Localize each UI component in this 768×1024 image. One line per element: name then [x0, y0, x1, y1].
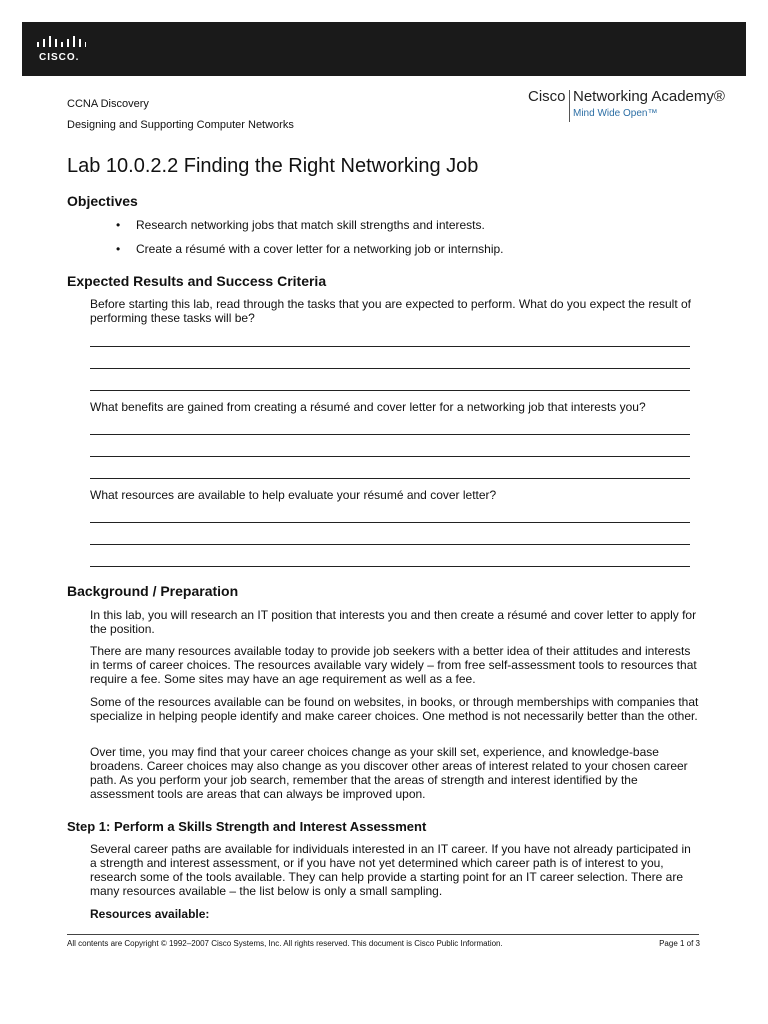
- networking-academy-logo: [528, 88, 743, 124]
- background-paragraph: Over time, you may find that your career choices change as your skill set, experience, and knowledge-base broadens. Career choices may also change as you discover other areas of interest related to your chosen career path. As you perform your job search, remember that the areas of strength and interest identified by the assessment tools are areas that can always be improved upon.: [90, 745, 688, 801]
- answer-line[interactable]: [90, 346, 690, 347]
- na-name: Networking Academy®: [573, 88, 725, 105]
- answer-line[interactable]: [90, 456, 690, 457]
- question-1: Before starting this lab, read through the tasks that you are expected to perform. What do you expect the result of performing these tasks will be?: [90, 297, 692, 325]
- resources-label: Resources available:: [90, 907, 210, 921]
- background-paragraph: There are many resources available today to provide job seekers with a better idea of their attitudes and interests in terms of career choices. The resources available vary widely – from free self-assessment tools to resources that require a fee. Some sites may have an age requirement as well as a fee.: [90, 644, 697, 686]
- top-banner: [22, 22, 746, 76]
- course-name: CCNA Discovery: [67, 98, 149, 110]
- lab-title: Lab 10.0.2.2 Finding the Right Networking Job: [67, 155, 479, 177]
- answer-line[interactable]: [90, 544, 690, 545]
- objective-item: Research networking jobs that match skill strengths and interests.: [136, 218, 485, 232]
- answer-line[interactable]: [90, 522, 690, 523]
- objectives-heading: Objectives: [67, 193, 138, 209]
- footer-copyright: All contents are Copyright © 1992–2007 Cisco Systems, Inc. All rights reserved. This document is Cisco Public Information.: [67, 939, 503, 948]
- question-2: What benefits are gained from creating a résumé and cover letter for a networking job that interests you?: [90, 400, 646, 414]
- cisco-wordmark: CISCO.: [39, 52, 80, 63]
- answer-line[interactable]: [90, 368, 690, 369]
- step1-paragraph: Several career paths are available for individuals interested in an IT career. If you have not already participated in a strength and interest assessment, or if you have not yet determined which career path is of interest to you, research some of the tools available. They can help provide a starting point for an IT career selection. There are many resources available – the list below is only a small sampling.: [90, 842, 691, 898]
- na-divider: [569, 90, 570, 122]
- bullet-icon: •: [116, 242, 121, 256]
- answer-line[interactable]: [90, 478, 690, 479]
- background-paragraph: In this lab, you will research an IT position that interests you and then create a résumé and cover letter to apply for the position.: [90, 608, 697, 636]
- expected-results-heading: Expected Results and Success Criteria: [67, 273, 327, 289]
- na-cisco-word: Cisco: [528, 88, 566, 105]
- course-subtitle: Designing and Supporting Computer Networks: [67, 119, 294, 131]
- bullet-icon: •: [116, 218, 121, 232]
- background-paragraph: Some of the resources available can be found on websites, in books, or through memberships with companies that specialize in helping people identify and make career choices. One method is not necessarily better than the other.: [90, 695, 699, 723]
- page-number: Page 1 of 3: [659, 939, 700, 948]
- objective-item: Create a résumé with a cover letter for a networking job or internship.: [136, 242, 504, 256]
- footer-rule: [67, 934, 699, 935]
- cisco-bars-icon: [36, 35, 86, 51]
- background-heading: Background / Preparation: [67, 583, 239, 599]
- answer-line[interactable]: [90, 566, 690, 567]
- question-3: What resources are available to help evaluate your résumé and cover letter?: [90, 488, 497, 502]
- answer-line[interactable]: [90, 434, 690, 435]
- answer-line[interactable]: [90, 390, 690, 391]
- cisco-logo: [36, 35, 96, 65]
- step1-heading: Step 1: Perform a Skills Strength and Interest Assessment: [67, 819, 427, 834]
- na-tagline: Mind Wide Open™: [573, 108, 658, 119]
